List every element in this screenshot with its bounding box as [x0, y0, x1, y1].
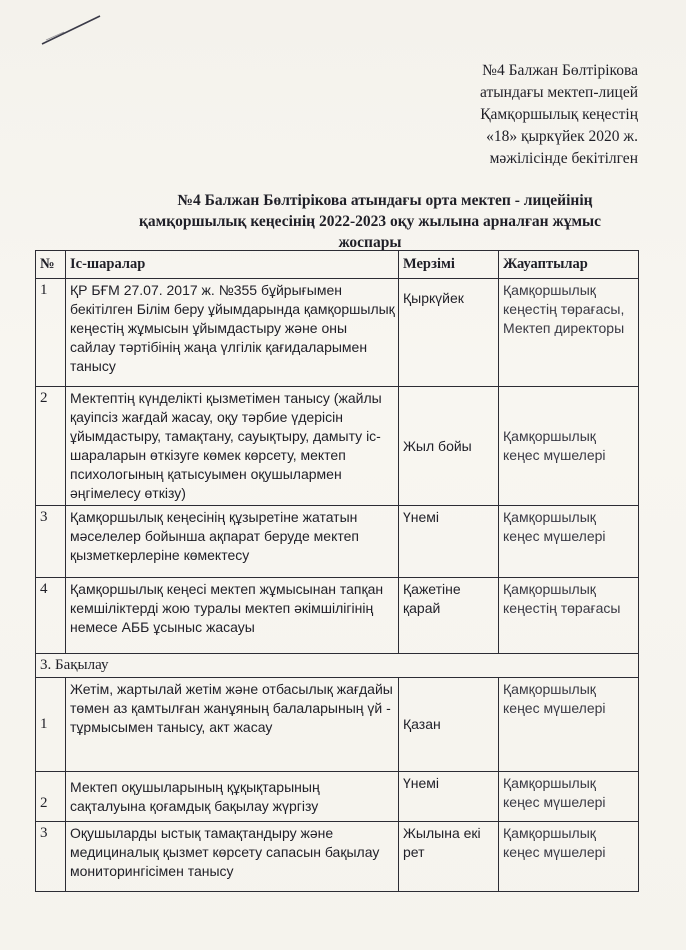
- section-heading: 3. Бақылау: [36, 654, 639, 678]
- row-number: 2: [36, 387, 66, 506]
- pen-stroke-mark: [38, 10, 128, 50]
- row-deadline: Үнемі: [399, 772, 499, 822]
- row-number: 1: [36, 678, 66, 772]
- row-number: 2: [36, 772, 66, 822]
- work-plan-table: [35, 250, 639, 892]
- table-row: [36, 279, 639, 387]
- row-deadline: Жыл бойы: [399, 387, 499, 506]
- row-activity: Мектеп оқушыларының құқықтарының сақталуына қоғамдық бақылау жүргізу: [66, 772, 399, 822]
- approval-line: мәжілісінде бекітілген: [489, 150, 638, 167]
- row-responsible: Қамқоршылық кеңес мүшелері: [499, 506, 639, 578]
- table-row: [36, 387, 639, 506]
- row-responsible: Қамқоршылық кеңес мүшелері: [499, 387, 639, 506]
- header-responsible: Жауаптылар: [499, 251, 639, 279]
- row-responsible: Қамқоршылық кеңестің төрағасы: [499, 578, 639, 654]
- row-deadline: Қажетіне қарай: [399, 578, 499, 654]
- row-activity: ҚР БҒМ 27.07. 2017 ж. №355 бұйрығымен бекітілген Білім беру ұйымдарында қамқоршылық кеңестің жұмысын ұйымдастыру және оны сайлау тәртібінің жаңа үлгілік қағидаларымен танысу: [66, 279, 399, 387]
- section-row: [36, 654, 639, 678]
- row-responsible: Қамқоршылық кеңес мүшелері: [499, 822, 639, 892]
- table-row: [36, 578, 639, 654]
- approval-line: №4 Балжан Бөлтірікова: [482, 62, 638, 79]
- approval-line: «18» қыркүйек 2020 ж.: [486, 128, 638, 145]
- document-title: [110, 190, 630, 253]
- row-activity: Жетім, жартылай жетім және отбасылық жағдайы төмен аз қамтылған жанұяның балаларының үй - тұрмысымен танысу, акт жасау: [66, 678, 399, 772]
- table-row: [36, 772, 639, 822]
- table-row: [36, 822, 639, 892]
- row-deadline: Үнемі: [399, 506, 499, 578]
- header-no: №: [36, 251, 66, 279]
- title-line: қамқоршылық кеңесінің 2022-2023 оқу жылына арналған жұмыс: [138, 213, 602, 230]
- row-activity: Оқушыларды ыстық тамақтандыру және медициналық қызмет көрсету сапасын бақылау мониторингісімен танысу: [66, 822, 399, 892]
- row-deadline: Қыркүйек: [399, 279, 499, 387]
- row-activity: Мектептің күнделікті қызметімен танысу (жайлы қауіпсіз жағдай жасау, оқу тәрбие үдерісін ұйымдастыру, тамақтану, сауықтыру, дамыту іс-шараларын өткізуге көмек көрсету, мектеп психологының қатысуымен оқушылармен әңгімелесу өткізу): [66, 387, 399, 506]
- header-deadline: Мерзімі: [399, 251, 499, 279]
- header-activities: Іс-шаралар: [66, 251, 399, 279]
- table-row: [36, 678, 639, 772]
- row-responsible: Қамқоршылық кеңес мүшелері: [499, 772, 639, 822]
- title-line: №4 Балжан Бөлтірікова атындағы орта мектеп - лицейінің: [177, 192, 593, 209]
- approval-line: атындағы мектеп-лицей: [480, 84, 638, 101]
- row-responsible: Қамқоршылық кеңестің төрағасы, Мектеп директоры: [499, 279, 639, 387]
- approval-line: Қамқоршылық кеңестің: [480, 106, 638, 123]
- row-number: 4: [36, 578, 66, 654]
- row-responsible: Қамқоршылық кеңес мүшелері: [499, 678, 639, 772]
- row-number: 1: [36, 279, 66, 387]
- row-deadline: Қазан: [399, 678, 499, 772]
- row-activity: Қамқоршылық кеңесі мектеп жұмысынан тапқан кемшіліктерді жою туралы мектеп әкімшілігінің немесе АББ ұсыныс жасауы: [66, 578, 399, 654]
- approval-stamp-block: [480, 60, 638, 170]
- row-number: 3: [36, 506, 66, 578]
- table-row: [36, 506, 639, 578]
- title-line: жоспары: [338, 234, 402, 251]
- row-number: 3: [36, 822, 66, 892]
- row-deadline: Жылына екі рет: [399, 822, 499, 892]
- table-header-row: [36, 251, 639, 279]
- row-activity: Қамқоршылық кеңесінің құзыретіне жататын мәселелер бойынша ақпарат беруде мектеп қызметкерлеріне көмектесу: [66, 506, 399, 578]
